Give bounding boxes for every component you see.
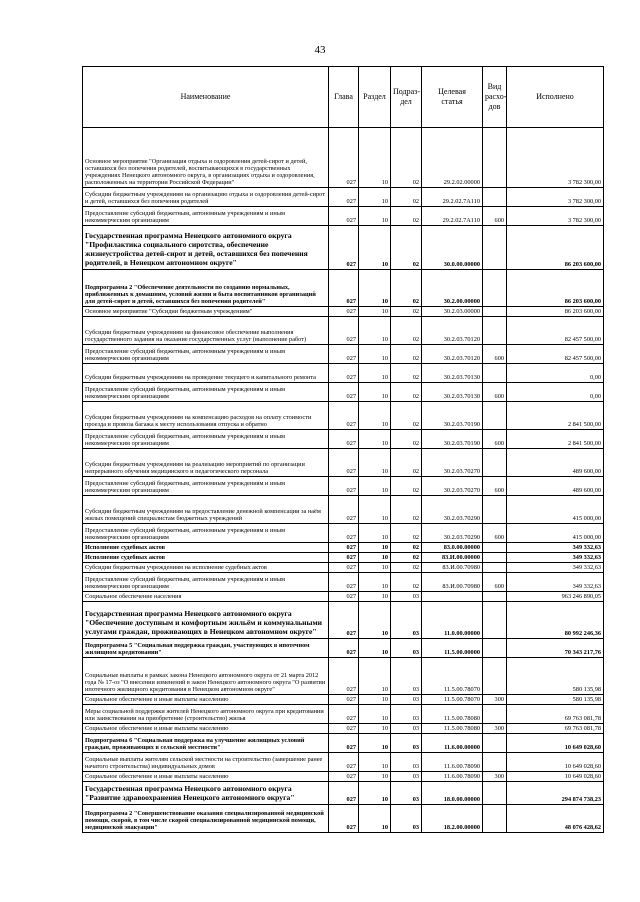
cell-vid bbox=[483, 364, 507, 383]
cell-razdel: 10 bbox=[359, 753, 391, 772]
cell-executed: 3 782 300,00 bbox=[507, 188, 604, 207]
cell-podrazdel: 03 bbox=[391, 639, 422, 658]
cell-name: Основное мероприятие "Субсидии бюджетным учреждениям" bbox=[83, 307, 329, 317]
cell-vid bbox=[483, 592, 507, 602]
cell-razdel: 10 bbox=[359, 705, 391, 724]
cell-vid bbox=[483, 543, 507, 553]
cell-razdel: 10 bbox=[359, 734, 391, 753]
cell-target: 18.2.00.00000 bbox=[422, 805, 483, 833]
column-header-glava: Глава bbox=[329, 67, 359, 128]
cell-target: 30.2.03.00000 bbox=[422, 307, 483, 317]
cell-glava: 027 bbox=[329, 477, 359, 496]
cell-executed: 86 203 600,00 bbox=[507, 270, 604, 307]
cell-glava: 027 bbox=[329, 602, 359, 639]
cell-vid bbox=[483, 449, 507, 477]
cell-glava: 027 bbox=[329, 449, 359, 477]
cell-glava: 027 bbox=[329, 270, 359, 307]
cell-name: Предоставление субсидий бюджетным, автономным учреждениям и иным некоммерческим организациям bbox=[83, 524, 329, 543]
cell-podrazdel: 03 bbox=[391, 772, 422, 782]
cell-name: Субсидии бюджетным учреждениям на исполнение судебных актов bbox=[83, 563, 329, 573]
cell-glava: 027 bbox=[329, 226, 359, 270]
cell-podrazdel: 03 bbox=[391, 805, 422, 833]
cell-executed: 415 000,00 bbox=[507, 496, 604, 524]
cell-podrazdel: 02 bbox=[391, 573, 422, 592]
page-number: 43 bbox=[314, 44, 326, 56]
cell-executed: 80 992 246,36 bbox=[507, 602, 604, 639]
table-row bbox=[83, 128, 604, 188]
cell-glava: 027 bbox=[329, 592, 359, 602]
cell-podrazdel: 02 bbox=[391, 496, 422, 524]
cell-target: 29.2.02.7А110 bbox=[422, 188, 483, 207]
cell-glava: 027 bbox=[329, 188, 359, 207]
cell-vid: 300 bbox=[483, 772, 507, 782]
cell-podrazdel: 03 bbox=[391, 753, 422, 772]
cell-razdel: 10 bbox=[359, 772, 391, 782]
table-row bbox=[83, 563, 604, 573]
cell-name: Субсидии бюджетным учреждениям на предоставление денежной компенсации за наём жилых помещений специалистам бюджетных учреждений bbox=[83, 496, 329, 524]
cell-executed: 580 135,98 bbox=[507, 658, 604, 695]
cell-razdel: 10 bbox=[359, 543, 391, 553]
cell-executed: 349 332,63 bbox=[507, 543, 604, 553]
cell-executed: 489 600,00 bbox=[507, 477, 604, 496]
table-row bbox=[83, 705, 604, 724]
table-row bbox=[83, 734, 604, 753]
table-row bbox=[83, 364, 604, 383]
cell-podrazdel: 02 bbox=[391, 307, 422, 317]
cell-podrazdel: 03 bbox=[391, 724, 422, 734]
cell-vid: 600 bbox=[483, 573, 507, 592]
cell-executed: 0,00 bbox=[507, 364, 604, 383]
cell-executed: 349 332,63 bbox=[507, 573, 604, 592]
cell-executed: 70 343 217,76 bbox=[507, 639, 604, 658]
cell-glava: 027 bbox=[329, 402, 359, 430]
cell-executed: 349 332,63 bbox=[507, 563, 604, 573]
cell-glava: 027 bbox=[329, 563, 359, 573]
cell-vid bbox=[483, 188, 507, 207]
column-header-vid: Вид расхо- дов bbox=[483, 67, 507, 128]
table-row bbox=[83, 345, 604, 364]
cell-vid bbox=[483, 705, 507, 724]
cell-target: 11.0.00.00000 bbox=[422, 602, 483, 639]
cell-glava: 027 bbox=[329, 573, 359, 592]
table-row bbox=[83, 226, 604, 270]
cell-target: 83.0.00.00000 bbox=[422, 543, 483, 553]
cell-name: Государственная программа Ненецкого автономного округа "Обеспечение доступным и комфортным жильём и коммунальными услугами граждан, проживающих в Ненецком автономном округе" bbox=[83, 602, 329, 639]
cell-executed: 48 076 428,62 bbox=[507, 805, 604, 833]
cell-executed: 294 874 738,23 bbox=[507, 782, 604, 805]
table-row bbox=[83, 658, 604, 695]
cell-target: 30.2.03.70120 bbox=[422, 345, 483, 364]
cell-executed: 69 763 081,78 bbox=[507, 724, 604, 734]
cell-podrazdel: 03 bbox=[391, 734, 422, 753]
cell-glava: 027 bbox=[329, 128, 359, 188]
table-row bbox=[83, 430, 604, 449]
cell-podrazdel: 02 bbox=[391, 402, 422, 430]
cell-target: 11.5.00.78080 bbox=[422, 724, 483, 734]
cell-target: 30.2.03.70190 bbox=[422, 402, 483, 430]
cell-target: 11.5.00.78070 bbox=[422, 658, 483, 695]
table-row bbox=[83, 724, 604, 734]
table-row bbox=[83, 782, 604, 805]
table-row bbox=[83, 383, 604, 402]
cell-vid: 600 bbox=[483, 207, 507, 226]
budget-execution-table bbox=[82, 66, 604, 833]
column-header-name: Наименование bbox=[83, 67, 329, 128]
cell-razdel: 10 bbox=[359, 207, 391, 226]
cell-name: Субсидии бюджетным учреждениям на реализацию мероприятий по организации непрерывного обучения медицинского и педагогического персонала bbox=[83, 449, 329, 477]
table-row bbox=[83, 496, 604, 524]
cell-razdel: 10 bbox=[359, 317, 391, 345]
cell-name: Субсидии бюджетным учреждениям на организацию отдыха и оздоровления детей-сирот и детей, оставшихся без попечения родителей bbox=[83, 188, 329, 207]
cell-razdel: 10 bbox=[359, 430, 391, 449]
cell-name: Подпрограмма 5 "Социальная поддержка граждан, участвующих в ипотечном жилищном кредитовании" bbox=[83, 639, 329, 658]
cell-target: 11.6.00.78090 bbox=[422, 772, 483, 782]
table-row bbox=[83, 772, 604, 782]
cell-glava: 027 bbox=[329, 383, 359, 402]
cell-target: 30.2.03.70290 bbox=[422, 496, 483, 524]
cell-target: 11.5.00.00000 bbox=[422, 639, 483, 658]
cell-name: Социальное обеспечение и иные выплаты населению bbox=[83, 695, 329, 705]
cell-target: 30.2.03.70270 bbox=[422, 477, 483, 496]
cell-name: Социальное обеспечение и иные выплаты населению bbox=[83, 724, 329, 734]
cell-razdel: 10 bbox=[359, 563, 391, 573]
cell-vid bbox=[483, 128, 507, 188]
cell-executed: 10 649 028,60 bbox=[507, 753, 604, 772]
column-header-podrazdel: Подраз- дел bbox=[391, 67, 422, 128]
cell-vid bbox=[483, 734, 507, 753]
cell-vid bbox=[483, 753, 507, 772]
cell-target: 30.2.03.70130 bbox=[422, 364, 483, 383]
table-header-row bbox=[83, 67, 604, 128]
cell-name: Меры социальной поддержки жителей Ненецкого автономного округа при кредитовании или заимствовании на приобретение (строительство) жилья bbox=[83, 705, 329, 724]
cell-podrazdel: 03 bbox=[391, 695, 422, 705]
cell-executed: 349 332,63 bbox=[507, 553, 604, 563]
cell-podrazdel: 02 bbox=[391, 430, 422, 449]
cell-razdel: 10 bbox=[359, 524, 391, 543]
table-row bbox=[83, 553, 604, 563]
cell-vid bbox=[483, 805, 507, 833]
cell-target: 29.2.02.7А110 bbox=[422, 207, 483, 226]
table-row bbox=[83, 270, 604, 307]
cell-executed: 82 457 500,00 bbox=[507, 345, 604, 364]
cell-vid bbox=[483, 317, 507, 345]
cell-executed: 10 649 028,60 bbox=[507, 734, 604, 753]
cell-glava: 027 bbox=[329, 772, 359, 782]
cell-name: Предоставление субсидий бюджетным, автономным учреждениям и иным некоммерческим организациям bbox=[83, 430, 329, 449]
table-row bbox=[83, 207, 604, 226]
cell-name: Социальное обеспечение и иные выплаты населению bbox=[83, 772, 329, 782]
cell-vid bbox=[483, 307, 507, 317]
cell-name: Социальные выплаты в рамках закона Ненецкого автономного округа от 21 марта 2012 года № 17-оз "О внесении изменений в закон Ненецкого автономного округа "О развитии ипотечного жилищного кредитования в Ненецком автономном округе" bbox=[83, 658, 329, 695]
table-row bbox=[83, 639, 604, 658]
cell-razdel: 10 bbox=[359, 188, 391, 207]
cell-razdel: 10 bbox=[359, 383, 391, 402]
cell-podrazdel: 02 bbox=[391, 383, 422, 402]
cell-razdel: 10 bbox=[359, 592, 391, 602]
cell-executed: 10 649 028,60 bbox=[507, 772, 604, 782]
cell-name: Предоставление субсидий бюджетным, автономным учреждениям и иным некоммерческим организациям bbox=[83, 207, 329, 226]
cell-glava: 027 bbox=[329, 724, 359, 734]
cell-podrazdel: 02 bbox=[391, 477, 422, 496]
table-row bbox=[83, 573, 604, 592]
cell-glava: 027 bbox=[329, 364, 359, 383]
cell-name: Субсидии бюджетным учреждениям на компенсацию расходов на оплату стоимости проезда и провоза багажа к месту использования отпуска и обратно bbox=[83, 402, 329, 430]
table-row bbox=[83, 449, 604, 477]
cell-target: 83.И.00.70980 bbox=[422, 573, 483, 592]
cell-name: Предоставление субсидий бюджетным, автономным учреждениям и иным некоммерческим организациям bbox=[83, 345, 329, 364]
cell-razdel: 10 bbox=[359, 553, 391, 563]
table-row bbox=[83, 307, 604, 317]
cell-glava: 027 bbox=[329, 524, 359, 543]
cell-vid: 600 bbox=[483, 345, 507, 364]
cell-razdel: 10 bbox=[359, 724, 391, 734]
cell-podrazdel: 02 bbox=[391, 364, 422, 383]
cell-razdel: 10 bbox=[359, 345, 391, 364]
cell-name: Социальные выплаты жителям сельской местности на строительство (завершение ранее начатого строительства) индивидуальных домов bbox=[83, 753, 329, 772]
cell-name: Предоставление субсидий бюджетным, автономным учреждениям и иным некоммерческим организациям bbox=[83, 573, 329, 592]
cell-name: Подпрограмма 6 "Социальная поддержка на улучшение жилищных условий граждан, проживающих в сельской местности" bbox=[83, 734, 329, 753]
cell-name: Субсидии бюджетным учреждениям на финансовое обеспечение выполнения государственного задания на оказание государственных услуг (выполнение работ) bbox=[83, 317, 329, 345]
cell-podrazdel: 03 bbox=[391, 602, 422, 639]
cell-target: 11.6.00.00000 bbox=[422, 734, 483, 753]
cell-executed: 2 841 500,00 bbox=[507, 430, 604, 449]
cell-podrazdel: 03 bbox=[391, 658, 422, 695]
cell-podrazdel: 03 bbox=[391, 592, 422, 602]
cell-razdel: 10 bbox=[359, 639, 391, 658]
cell-target: 11.5.00.78070 bbox=[422, 695, 483, 705]
cell-podrazdel: 02 bbox=[391, 188, 422, 207]
cell-glava: 027 bbox=[329, 695, 359, 705]
cell-executed: 963 246 890,05 bbox=[507, 592, 604, 602]
cell-podrazdel: 02 bbox=[391, 207, 422, 226]
cell-executed: 0,00 bbox=[507, 383, 604, 402]
cell-glava: 027 bbox=[329, 207, 359, 226]
table-row bbox=[83, 753, 604, 772]
cell-name: Предоставление субсидий бюджетным, автономным учреждениям и иным некоммерческим организациям bbox=[83, 383, 329, 402]
cell-vid bbox=[483, 563, 507, 573]
cell-vid bbox=[483, 782, 507, 805]
cell-razdel: 10 bbox=[359, 805, 391, 833]
cell-glava: 027 bbox=[329, 658, 359, 695]
cell-name: Субсидии бюджетным учреждениям на проведение текущего и капитального ремонта bbox=[83, 364, 329, 383]
cell-target: 83.И.00.00000 bbox=[422, 553, 483, 563]
cell-razdel: 10 bbox=[359, 658, 391, 695]
table-row bbox=[83, 402, 604, 430]
cell-target: 30.2.03.70290 bbox=[422, 524, 483, 543]
table-row bbox=[83, 805, 604, 833]
cell-razdel: 10 bbox=[359, 573, 391, 592]
cell-executed: 2 841 500,00 bbox=[507, 402, 604, 430]
cell-name: Основное мероприятие "Организация отдыха и оздоровления детей-сирот и детей, оставшихся без попечения родителей, воспитывающихся в государственных учреждениях Ненецкого автономного округа, в организациях отдыха и оздоровления, расположенных на территории Российской Федерации" bbox=[83, 128, 329, 188]
cell-glava: 027 bbox=[329, 430, 359, 449]
table-row bbox=[83, 695, 604, 705]
cell-vid: 600 bbox=[483, 383, 507, 402]
cell-podrazdel: 02 bbox=[391, 345, 422, 364]
column-header-executed: Исполнено bbox=[507, 67, 604, 128]
cell-target: 30.0.00.00000 bbox=[422, 226, 483, 270]
cell-podrazdel: 02 bbox=[391, 317, 422, 345]
cell-target: 30.2.03.70190 bbox=[422, 430, 483, 449]
cell-name: Государственная программа Ненецкого автономного округа "Профилактика социального сиротства, обеспечение жизнеустройства детей-сирот и детей, оставшихся без попечения родителей, в Ненецком автономном округе" bbox=[83, 226, 329, 270]
cell-vid: 600 bbox=[483, 430, 507, 449]
cell-glava: 027 bbox=[329, 639, 359, 658]
cell-name: Предоставление субсидий бюджетным, автономным учреждениям и иным некоммерческим организациям bbox=[83, 477, 329, 496]
cell-executed: 86 203 600,00 bbox=[507, 307, 604, 317]
cell-razdel: 10 bbox=[359, 307, 391, 317]
cell-target: 30.2.03.70120 bbox=[422, 317, 483, 345]
cell-razdel: 10 bbox=[359, 364, 391, 383]
cell-razdel: 10 bbox=[359, 226, 391, 270]
cell-target: 11.5.00.78080 bbox=[422, 705, 483, 724]
cell-glava: 027 bbox=[329, 705, 359, 724]
cell-executed: 69 763 081,78 bbox=[507, 705, 604, 724]
column-header-razdel: Раздел bbox=[359, 67, 391, 128]
cell-name: Подпрограмма 2 "Обеспечение деятельности по созданию нормальных, приближенных к домашним, условий жизни и быта воспитанников организаций для детей-сирот и детей, оставшихся без попечения родителей" bbox=[83, 270, 329, 307]
table-row bbox=[83, 602, 604, 639]
column-header-target: Целевая статья bbox=[422, 67, 483, 128]
cell-vid bbox=[483, 553, 507, 563]
cell-razdel: 10 bbox=[359, 477, 391, 496]
cell-razdel: 10 bbox=[359, 270, 391, 307]
cell-executed: 489 600,00 bbox=[507, 449, 604, 477]
cell-glava: 027 bbox=[329, 553, 359, 563]
cell-podrazdel: 02 bbox=[391, 270, 422, 307]
cell-vid bbox=[483, 270, 507, 307]
cell-vid: 600 bbox=[483, 524, 507, 543]
cell-target: 30.2.00.00000 bbox=[422, 270, 483, 307]
cell-glava: 027 bbox=[329, 345, 359, 364]
cell-podrazdel: 03 bbox=[391, 782, 422, 805]
cell-vid bbox=[483, 602, 507, 639]
cell-name: Государственная программа Ненецкого автономного округа "Развитие здравоохранения Ненецкого автономного округа" bbox=[83, 782, 329, 805]
cell-podrazdel: 02 bbox=[391, 128, 422, 188]
table-row bbox=[83, 188, 604, 207]
table-row bbox=[83, 317, 604, 345]
cell-glava: 027 bbox=[329, 307, 359, 317]
cell-glava: 027 bbox=[329, 805, 359, 833]
cell-razdel: 10 bbox=[359, 496, 391, 524]
cell-vid: 300 bbox=[483, 695, 507, 705]
cell-executed: 415 000,00 bbox=[507, 524, 604, 543]
cell-target: 83.И.00.70980 bbox=[422, 563, 483, 573]
cell-podrazdel: 02 bbox=[391, 524, 422, 543]
cell-razdel: 10 bbox=[359, 128, 391, 188]
cell-razdel: 10 bbox=[359, 782, 391, 805]
cell-vid: 300 bbox=[483, 724, 507, 734]
table-row bbox=[83, 477, 604, 496]
table-row bbox=[83, 543, 604, 553]
cell-name: Подпрограмма 2 "Совершенствование оказания специализированной медицинской помощи, скорой, в том числе скорой специализированной медицинской помощи, медицинской эвакуации" bbox=[83, 805, 329, 833]
cell-name: Социальное обеспечение населения bbox=[83, 592, 329, 602]
table-row bbox=[83, 592, 604, 602]
cell-target: 18.0.00.00000 bbox=[422, 782, 483, 805]
cell-executed: 86 203 600,00 bbox=[507, 226, 604, 270]
cell-vid bbox=[483, 658, 507, 695]
cell-target: 30.2.03.70130 bbox=[422, 383, 483, 402]
cell-vid bbox=[483, 639, 507, 658]
cell-executed: 580 135,98 bbox=[507, 695, 604, 705]
cell-vid bbox=[483, 402, 507, 430]
cell-glava: 027 bbox=[329, 734, 359, 753]
cell-executed: 82 457 500,00 bbox=[507, 317, 604, 345]
cell-target bbox=[422, 592, 483, 602]
cell-target: 29.2.02.00000 bbox=[422, 128, 483, 188]
cell-glava: 027 bbox=[329, 543, 359, 553]
cell-podrazdel: 02 bbox=[391, 449, 422, 477]
cell-vid: 600 bbox=[483, 477, 507, 496]
cell-razdel: 10 bbox=[359, 695, 391, 705]
cell-glava: 027 bbox=[329, 753, 359, 772]
cell-podrazdel: 03 bbox=[391, 705, 422, 724]
cell-glava: 027 bbox=[329, 496, 359, 524]
cell-glava: 027 bbox=[329, 782, 359, 805]
table-body bbox=[83, 128, 604, 833]
cell-vid bbox=[483, 496, 507, 524]
cell-podrazdel: 02 bbox=[391, 563, 422, 573]
cell-razdel: 10 bbox=[359, 449, 391, 477]
cell-name: Исполнение судебных актов bbox=[83, 543, 329, 553]
cell-glava: 027 bbox=[329, 317, 359, 345]
cell-razdel: 10 bbox=[359, 602, 391, 639]
cell-name: Исполнение судебных актов bbox=[83, 553, 329, 563]
cell-executed: 3 782 300,00 bbox=[507, 207, 604, 226]
table-row bbox=[83, 524, 604, 543]
cell-target: 11.6.00.78090 bbox=[422, 753, 483, 772]
cell-podrazdel: 02 bbox=[391, 543, 422, 553]
cell-executed: 3 782 300,00 bbox=[507, 128, 604, 188]
cell-podrazdel: 02 bbox=[391, 226, 422, 270]
cell-razdel: 10 bbox=[359, 402, 391, 430]
cell-podrazdel: 02 bbox=[391, 553, 422, 563]
cell-target: 30.2.03.70270 bbox=[422, 449, 483, 477]
cell-vid bbox=[483, 226, 507, 270]
